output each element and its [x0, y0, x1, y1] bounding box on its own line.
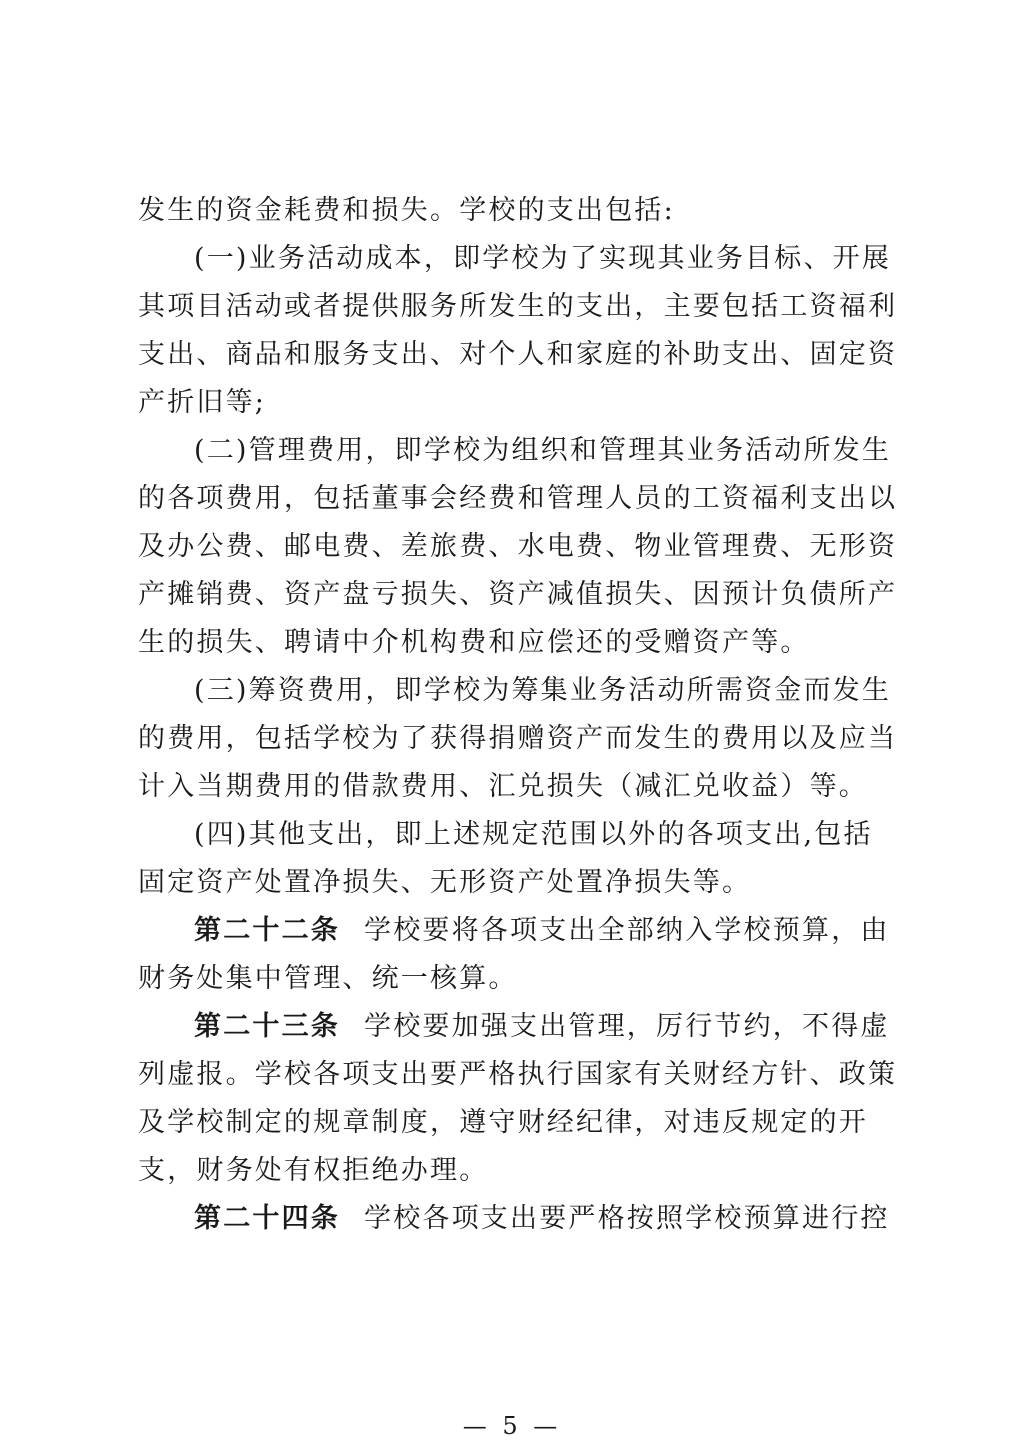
paragraph-continuation: 发生的资金耗费和损失。学校的支出包括: — [138, 195, 675, 226]
article-22-text: 学校要将各项支出全部纳入学校预算，由财务处集中管理、统一核算。 — [138, 915, 890, 994]
article-24-title: 第二十四条 — [194, 1203, 340, 1234]
article-23 — [138, 1003, 898, 1195]
paragraph-item-3: (三)筹资费用，即学校为筹集业务活动所需资金而发生的费用，包括学校为了获得捐赠资产而发生的费用以及应当计入当期费用的借款费用、汇兑损失（减汇兑收益）等。 — [138, 675, 898, 802]
article-22 — [138, 907, 898, 1003]
paragraph-item-1: (一)业务活动成本，即学校为了实现其业务目标、开展其项目活动或者提供服务所发生的支出，主要包括工资福利支出、商品和服务支出、对个人和家庭的补助支出、固定资产折旧等; — [138, 243, 898, 418]
article-23-title: 第二十三条 — [194, 1011, 340, 1042]
body-text — [138, 187, 898, 1243]
article-22-title: 第二十二条 — [194, 915, 340, 946]
page-number: — 5 — — [462, 1412, 562, 1440]
article-24-text: 学校各项支出要严格按照学校预算进行控 — [364, 1203, 890, 1234]
paragraph-item-2: (二)管理费用，即学校为组织和管理其业务活动所发生的各项费用，包括董事会经费和管理人员的工资福利支出以及办公费、邮电费、差旅费、水电费、物业管理费、无形资产摊销费、资产盘亏损失、资产减值损失、因预计负债所产生的损失、聘请中介机构费和应偿还的受赠资产等。 — [138, 435, 898, 658]
article-24 — [138, 1195, 898, 1243]
paragraph-item-4: (四)其他支出，即上述规定范围以外的各项支出,包括固定资产处置净损失、无形资产处置净损失等。 — [138, 819, 873, 898]
article-23-text: 学校要加强支出管理，厉行节约，不得虚列虚报。学校各项支出要严格执行国家有关财经方针、政策及学校制定的规章制度，遵守财经纪律，对违反规定的开支，财务处有权拒绝办理。 — [138, 1011, 898, 1186]
